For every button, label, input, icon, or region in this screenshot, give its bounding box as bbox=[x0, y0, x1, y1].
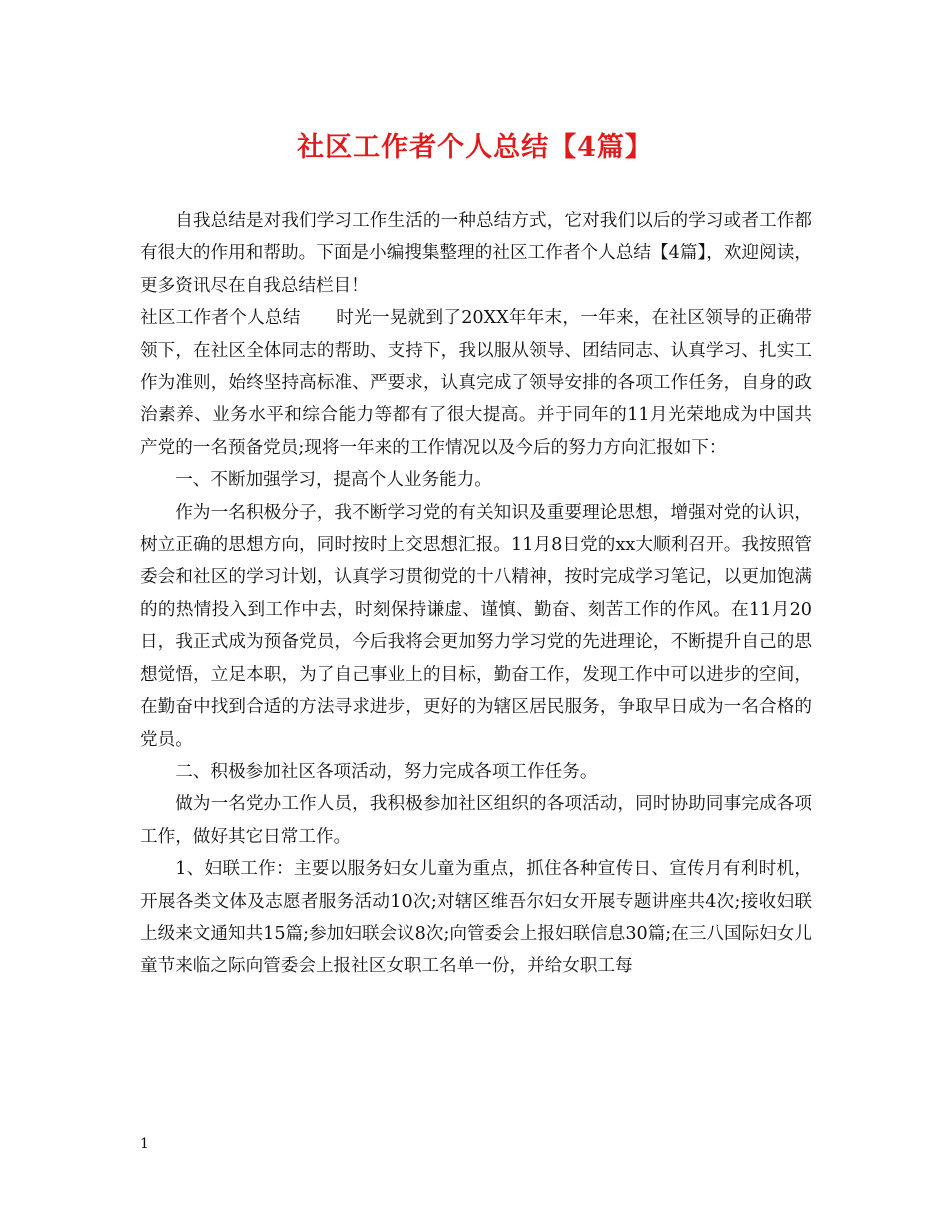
page-number: 1 bbox=[140, 1136, 149, 1152]
document-body bbox=[140, 205, 812, 983]
section-heading-study: 一、不断加强学习，提高个人业务能力。 bbox=[175, 470, 492, 491]
document-title: 社区工作者个人总结【4篇】 bbox=[297, 132, 653, 163]
paragraph-womens-federation: 1、妇联工作：主要以服务妇女儿童为重点，抓住各种宣传日、宣传月有利时机，开展各类文体及志愿者服务活动10次;对辖区维吾尔妇女开展专题讲座共4次;接收妇联上级来文通知共15篇;参加妇联会议8次;向管委会上报妇联信息30篇;在三八国际妇女儿童节来临之际向管委会上报社区女职工名单一份，并给女职工每 bbox=[140, 859, 812, 977]
paragraph-study: 作为一名积极分子，我不断学习党的有关知识及重要理论思想，增强对党的认识，树立正确的思想方向，同时按时上交思想汇报。11月8日党的xx大顺利召开。我按照管委会和社区的学习计划，认真学习贯彻党的十八精神，按时完成学习笔记，以更加饱满的的热情投入到工作中去，时刻保持谦虚、谨慎、勤奋、刻苦工作的作风。在11月20日，我正式成为预备党员，今后我将会更加努力学习党的先进理论，不断提升自己的思想觉悟，立足本职，为了自己事业上的目标，勤奋工作，发现工作中可以进步的空间，在勤奋中找到合适的方法寻求进步，更好的为辖区居民服务，争取早日成为一名合格的党员。 bbox=[140, 502, 812, 750]
paragraph-summary-opening: 社区工作者个人总结 时光一晃就到了20XX年年末，一年来，在社区领导的正确带领下，在社区全体同志的帮助、支持下，我以服从领导、团结同志、认真学习、扎实工作为准则，始终坚持高标准、严要求，认真完成了领导安排的各项工作任务，自身的政治素养、业务水平和综合能力等都有了很大提高。并于同年的11月光荣地成为中国共产党的一名预备党员;现将一年来的工作情况以及今后的努力方向汇报如下： bbox=[140, 308, 812, 458]
paragraph-activities: 做为一名党办工作人员，我积极参加社区组织的各项活动，同时协助同事完成各项工作，做好其它日常工作。 bbox=[140, 794, 812, 847]
paragraph-intro: 自我总结是对我们学习工作生活的一种总结方式，它对我们以后的学习或者工作都有很大的作用和帮助。下面是小编搜集整理的社区工作者个人总结【4篇】，欢迎阅读，更多资讯尽在自我总结栏目！ bbox=[140, 211, 812, 296]
section-heading-activities: 二、积极参加社区各项活动，努力完成各项工作任务。 bbox=[175, 761, 598, 782]
